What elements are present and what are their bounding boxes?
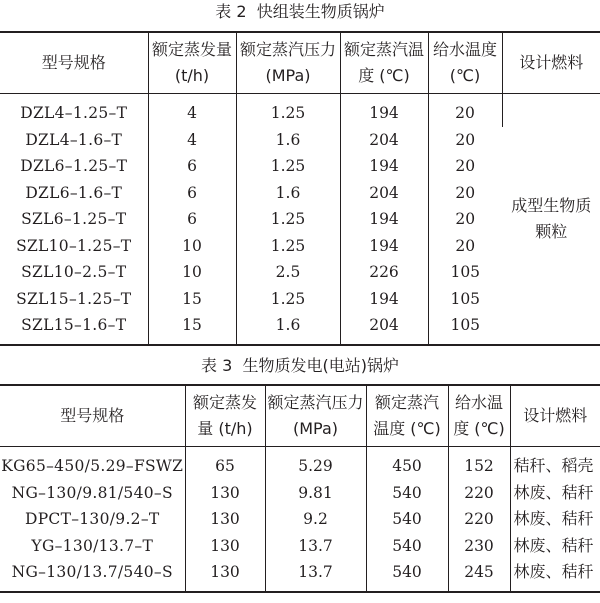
table3-col-feedwater-temp-header: 给水温度 (℃): [448, 385, 510, 447]
feedwater-temp-cell: 20: [455, 157, 476, 175]
pressure-cell: 13.7: [265, 533, 366, 560]
table2-col-capacity-header: 额定蒸发量 (t/h): [148, 32, 236, 94]
model-cell: NG–130/9.81/540–S: [0, 480, 185, 507]
steam-temp-cell: 450: [366, 447, 448, 480]
capacity-cell: 10: [148, 259, 236, 286]
table-row: [0, 533, 600, 560]
table3-caption: 表 3 生物质发电(电站)锅炉: [201, 356, 399, 375]
table2-col-fuel-header: 设计燃料: [502, 32, 600, 94]
table3-col-steam-temp-header: 额定蒸汽温度 (℃): [366, 385, 448, 447]
table2-col-pressure-header: 额定蒸汽压力 (MPa): [236, 32, 340, 94]
model-cell: SZL10–1.25–T: [0, 233, 148, 260]
steam-temp-cell: 194: [340, 233, 428, 260]
pressure-cell: 13.7: [265, 559, 366, 592]
table3-col-capacity-header: 额定蒸发量 (t/h): [185, 385, 265, 447]
pressure-cell: 2.5: [236, 259, 340, 286]
capacity-cell: 65: [185, 447, 265, 480]
fuel-cell: 林废、秸秆: [513, 562, 594, 582]
pressure-cell: 1.25: [236, 206, 340, 233]
steam-temp-cell: 194: [340, 94, 428, 127]
feedwater-temp-cell: 105: [450, 263, 481, 281]
table2-fast-assembled-biomass-boilers: [0, 31, 600, 346]
table-row: [0, 447, 600, 480]
pressure-cell: 9.2: [265, 506, 366, 533]
model-cell: YG–130/13.7–T: [0, 533, 185, 560]
table2-col-model-header: 型号规格: [0, 32, 148, 94]
feedwater-temp-cell: 20: [455, 183, 476, 202]
model-cell: DZL4–1.25–T: [0, 94, 148, 127]
capacity-cell: 6: [148, 153, 236, 180]
steam-temp-cell: 226: [340, 259, 428, 286]
fuel-cell: 秸秆、稻壳: [513, 456, 594, 476]
feedwater-temp-cell: 20: [455, 130, 476, 149]
capacity-cell: 4: [148, 94, 236, 127]
pressure-cell: 1.25: [236, 286, 340, 313]
steam-temp-cell: 540: [366, 559, 448, 592]
feedwater-temp-cell: 220: [448, 506, 510, 533]
capacity-cell: 6: [148, 180, 236, 207]
fuel-cell: 林废、秸秆: [513, 535, 594, 555]
feedwater-temp-cell: 220: [448, 480, 510, 507]
pressure-cell: 1.6: [236, 312, 340, 345]
steam-temp-cell: 194: [340, 153, 428, 180]
table-row: [0, 559, 600, 592]
model-cell: SZL10–2.5–T: [0, 259, 148, 286]
table2-caption: 表 2 快组装生物质锅炉: [215, 2, 385, 21]
feedwater-temp-cell: 152: [448, 447, 510, 480]
capacity-cell: 130: [185, 533, 265, 560]
model-cell: SZL15–1.6–T: [0, 312, 148, 345]
table3-col-fuel-header: 设计燃料: [510, 385, 600, 447]
capacity-cell: 130: [185, 506, 265, 533]
steam-temp-cell: 194: [340, 286, 428, 313]
pressure-cell: 1.25: [236, 233, 340, 260]
capacity-cell: 130: [185, 559, 265, 592]
feedwater-temp-cell: 245: [448, 559, 510, 592]
model-cell: DPCT–130/9.2–T: [0, 506, 185, 533]
pressure-cell: 5.29: [265, 447, 366, 480]
steam-temp-cell: 204: [340, 180, 428, 207]
capacity-cell: 6: [148, 206, 236, 233]
feedwater-temp-cell: 230: [448, 533, 510, 560]
table-row: [0, 506, 600, 533]
fuel-cell: 林废、秸秆: [513, 509, 594, 529]
feedwater-temp-cell: 20: [428, 94, 502, 127]
steam-temp-cell: 540: [366, 533, 448, 560]
steam-temp-cell: 540: [366, 506, 448, 533]
table3-col-pressure-header: 额定蒸汽压力 (MPa): [265, 385, 366, 447]
feedwater-temp-cell: 20: [455, 210, 476, 228]
capacity-cell: 130: [185, 480, 265, 507]
table-row: [0, 480, 600, 507]
feedwater-temp-cell: 105: [450, 289, 481, 308]
table3-biomass-power-plant-boilers: [0, 384, 600, 593]
steam-temp-cell: 194: [340, 206, 428, 233]
table3-header-row: [0, 385, 600, 447]
model-cell: DZL6–1.25–T: [0, 153, 148, 180]
pressure-cell: 9.81: [265, 480, 366, 507]
model-cell: DZL4–1.6–T: [0, 127, 148, 154]
model-cell: SZL6–1.25–T: [0, 206, 148, 233]
feedwater-temp-cell: 20: [455, 236, 476, 255]
pressure-cell: 1.6: [236, 180, 340, 207]
table-row: [0, 94, 600, 127]
capacity-cell: 4: [148, 127, 236, 154]
table2-col-feedwater-temp-header: 给水温度 (℃): [428, 32, 502, 94]
model-cell: KG65–450/5.29–FSWZ: [0, 447, 185, 480]
table2-header-row: [0, 32, 600, 94]
fuel-cell: 成型生物质颗粒: [511, 195, 592, 241]
capacity-cell: 15: [148, 312, 236, 345]
feedwater-temp-cell: 105: [450, 316, 481, 334]
capacity-cell: 15: [148, 286, 236, 313]
model-cell: SZL15–1.25–T: [0, 286, 148, 313]
steam-temp-cell: 204: [340, 127, 428, 154]
model-cell: NG–130/13.7/540–S: [0, 559, 185, 592]
fuel-cell: 林废、秸秆: [513, 482, 594, 502]
pressure-cell: 1.25: [236, 94, 340, 127]
model-cell: DZL6–1.6–T: [0, 180, 148, 207]
pressure-cell: 1.6: [236, 127, 340, 154]
steam-temp-cell: 540: [366, 480, 448, 507]
table2-col-steam-temp-header: 额定蒸汽温度 (℃): [340, 32, 428, 94]
capacity-cell: 10: [148, 233, 236, 260]
steam-temp-cell: 204: [340, 312, 428, 345]
pressure-cell: 1.25: [236, 153, 340, 180]
table3-col-model-header: 型号规格: [0, 385, 185, 447]
